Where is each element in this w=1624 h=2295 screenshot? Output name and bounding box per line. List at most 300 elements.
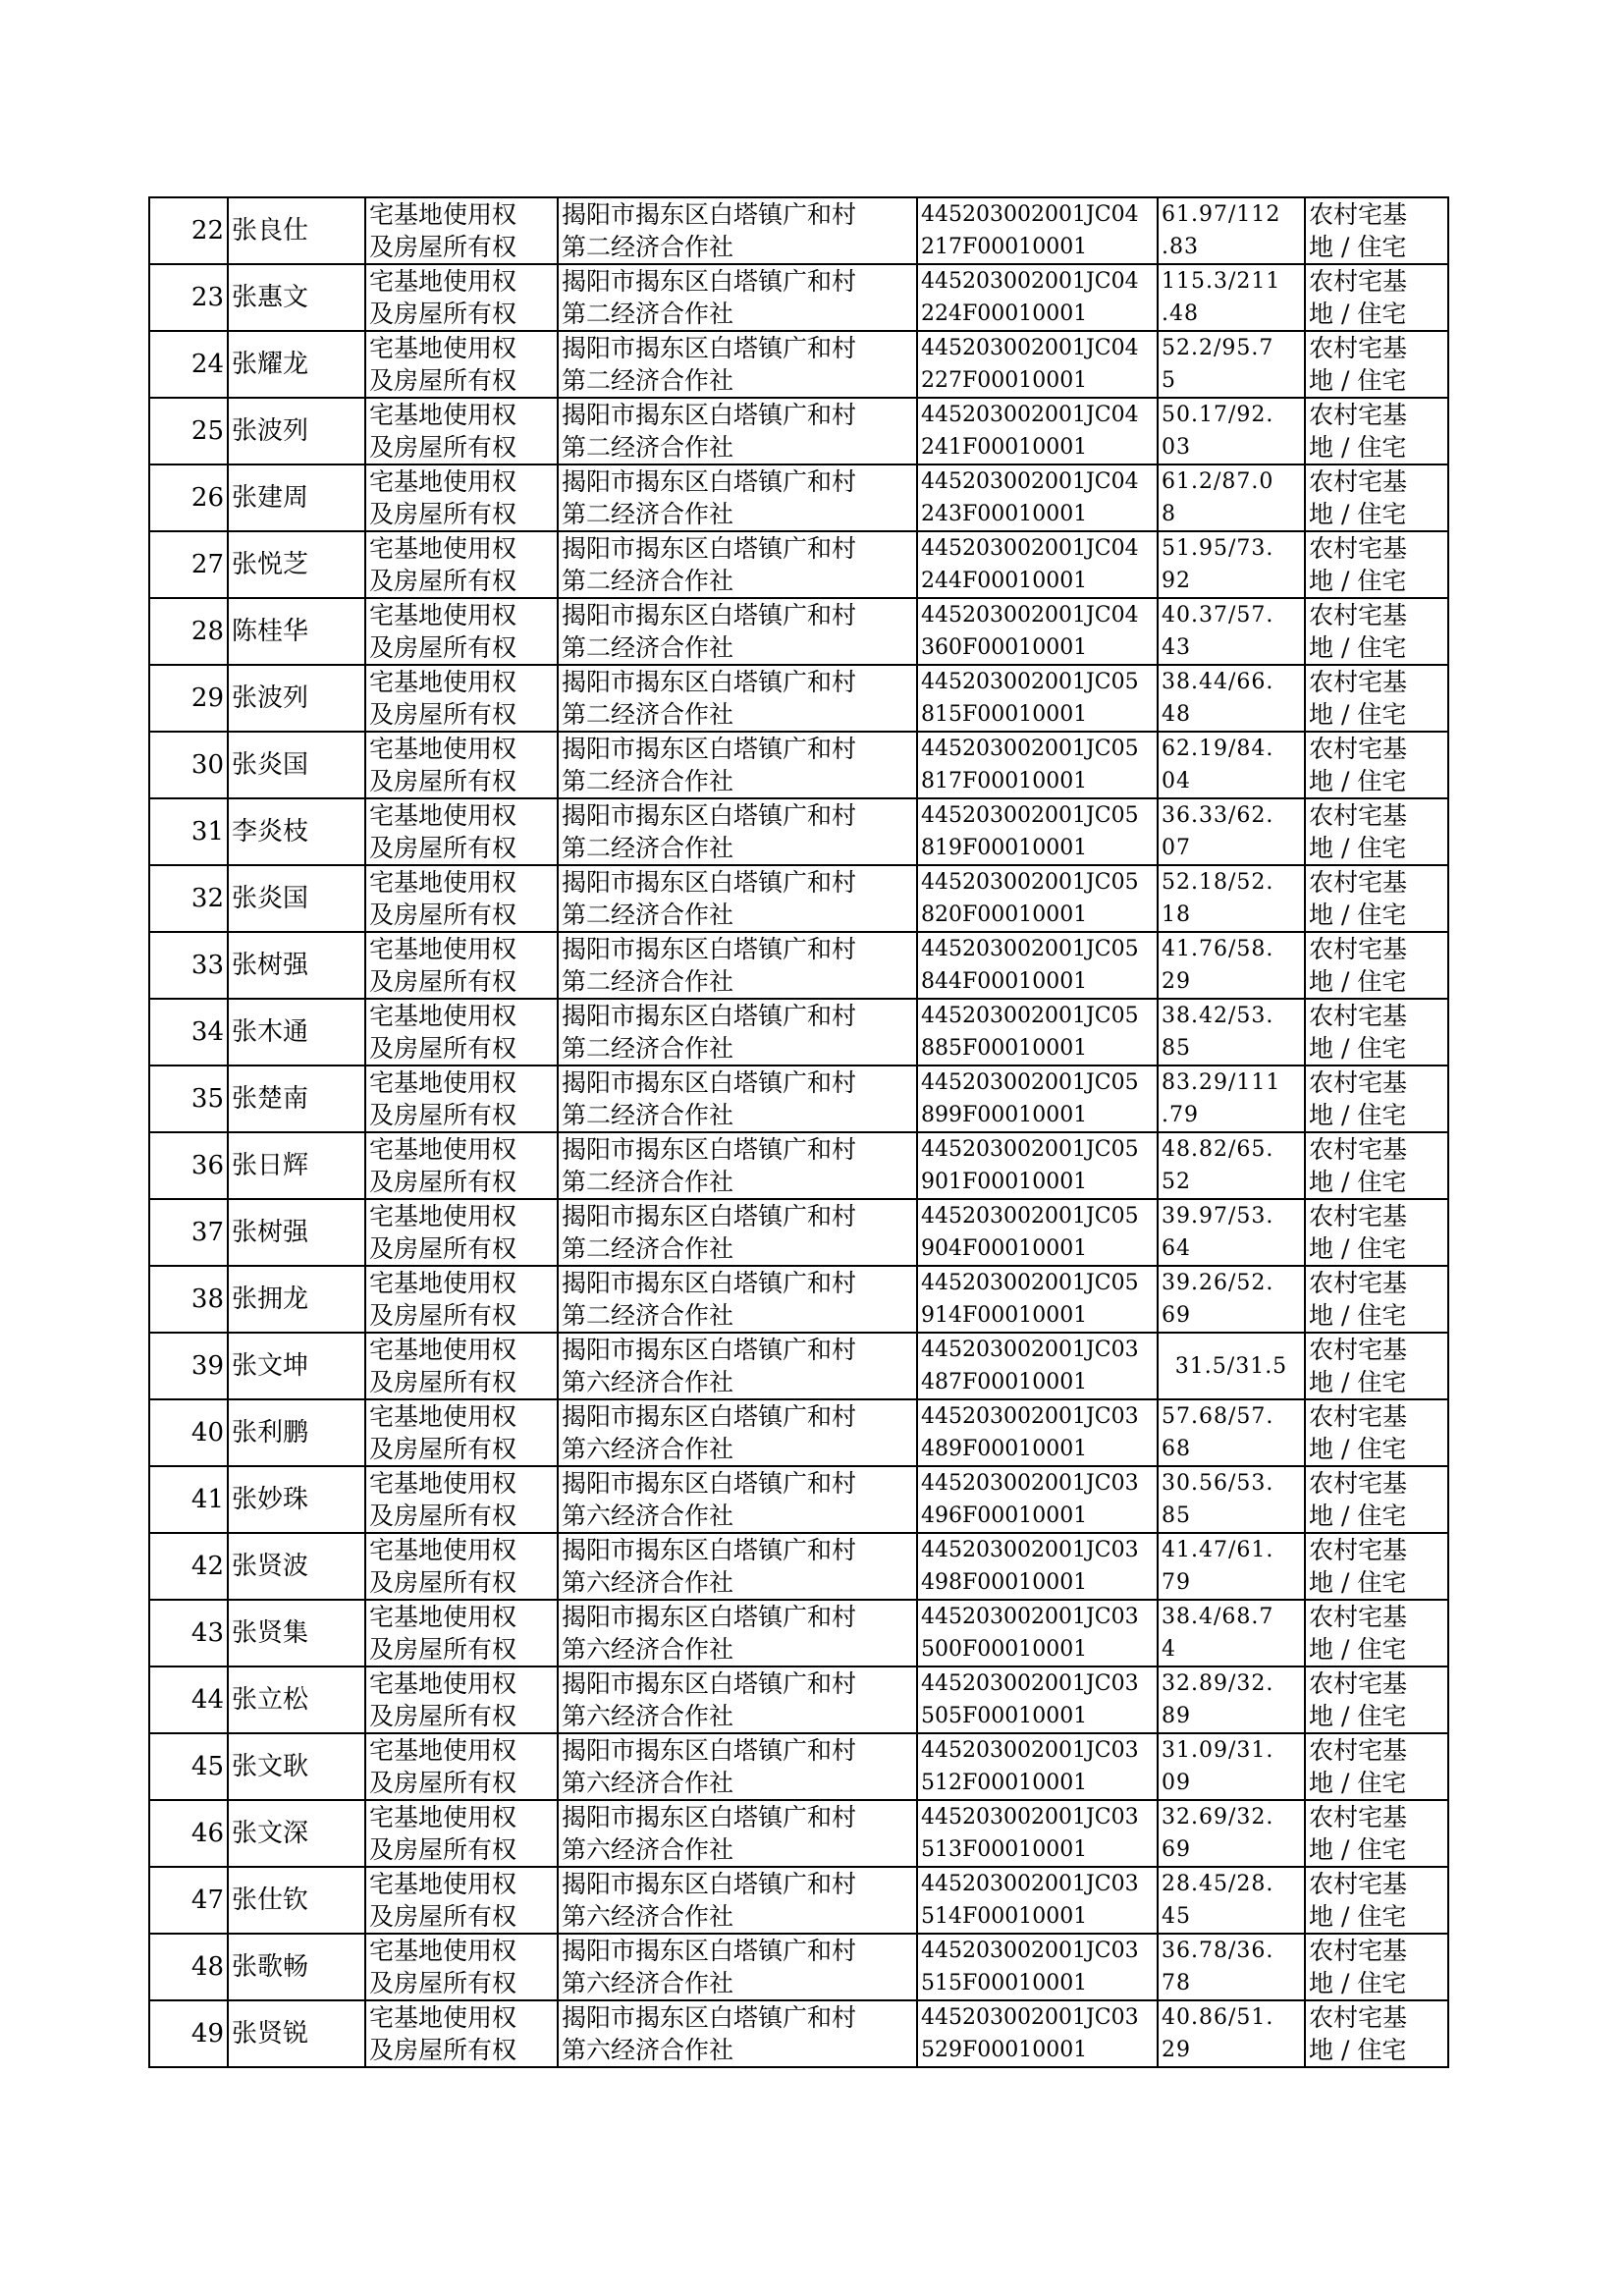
right-type-cell: [365, 999, 558, 1066]
row-number-cell: 43: [149, 1600, 228, 1667]
unit-code-cell: [917, 1199, 1158, 1266]
right-type-line: 及房屋所有权: [369, 1502, 517, 1530]
land-use-cell: [1305, 1733, 1448, 1800]
area-value-line: 36.78/36.: [1162, 1939, 1274, 1963]
land-use-line: 地 / 住宅: [1309, 700, 1407, 729]
right-type-line: 宅基地使用权: [369, 1402, 517, 1431]
unit-code-line: 496F00010001: [921, 1503, 1088, 1528]
area-value-cell: [1158, 865, 1305, 932]
land-owner-line: 第六经济合作社: [562, 1902, 734, 1931]
unit-code-cell: [917, 665, 1158, 732]
right-type-line: 宅基地使用权: [369, 1135, 517, 1164]
land-owner-cell: [558, 999, 917, 1066]
land-owner-line: 揭阳市揭东区白塔镇广和村: [562, 735, 857, 763]
land-owner-line: 第二经济合作社: [562, 500, 734, 528]
land-use-line: 地 / 住宅: [1309, 2036, 1407, 2064]
land-use-line: 地 / 住宅: [1309, 567, 1407, 595]
land-use-cell: [1305, 665, 1448, 732]
right-type-cell: [365, 1533, 558, 1600]
right-type-line: 宅基地使用权: [369, 1937, 517, 1965]
area-value-line: 78: [1162, 1971, 1191, 1995]
area-value-line: 38.44/66.: [1162, 670, 1274, 694]
unit-code-line: 820F00010001: [921, 902, 1088, 927]
land-owner-line: 揭阳市揭东区白塔镇广和村: [562, 868, 857, 897]
owner-name-cell: 张树强: [228, 1199, 365, 1266]
unit-code-cell: [917, 1399, 1158, 1466]
owner-name-cell: 张炎国: [228, 865, 365, 932]
right-type-cell: [365, 464, 558, 531]
table-row: [149, 1266, 1448, 1333]
area-value-line: 48: [1162, 702, 1191, 727]
owner-name-cell: 张贤波: [228, 1533, 365, 1600]
land-owner-line: 第六经济合作社: [562, 1702, 734, 1730]
row-number-cell: 39: [149, 1333, 228, 1399]
right-type-line: 及房屋所有权: [369, 1902, 517, 1931]
land-use-line: 农村宅基: [1309, 534, 1408, 563]
table-row: [149, 1132, 1448, 1199]
unit-code-line: 445203002001JC04: [921, 603, 1139, 628]
land-use-line: 地 / 住宅: [1309, 1435, 1407, 1463]
land-owner-line: 第二经济合作社: [562, 300, 734, 328]
land-owner-cell: [558, 1533, 917, 1600]
right-type-line: 及房屋所有权: [369, 1101, 517, 1129]
unit-code-line: 914F00010001: [921, 1303, 1088, 1328]
unit-code-cell: [917, 1867, 1158, 1934]
right-type-cell: [365, 1132, 558, 1199]
land-use-cell: [1305, 1132, 1448, 1199]
land-use-line: 农村宅基: [1309, 801, 1408, 830]
land-owner-cell: [558, 865, 917, 932]
land-use-line: 农村宅基: [1309, 1068, 1408, 1097]
area-value-line: 68: [1162, 1437, 1191, 1461]
unit-code-line: 445203002001JC05: [921, 937, 1139, 961]
right-type-cell: [365, 331, 558, 398]
table-row: [149, 1199, 1448, 1266]
unit-code-line: 224F00010001: [921, 301, 1088, 326]
unit-code-cell: [917, 1466, 1158, 1533]
unit-code-line: 445203002001JC05: [921, 1070, 1139, 1095]
right-type-line: 及房屋所有权: [369, 1702, 517, 1730]
unit-code-cell: [917, 2000, 1158, 2067]
right-type-cell: [365, 264, 558, 331]
row-number-cell: 31: [149, 798, 228, 865]
unit-code-cell: [917, 1667, 1158, 1733]
land-owner-line: 揭阳市揭东区白塔镇广和村: [562, 401, 857, 429]
land-use-line: 地 / 住宅: [1309, 1301, 1407, 1330]
land-use-cell: [1305, 932, 1448, 999]
land-use-line: 农村宅基: [1309, 1202, 1408, 1230]
right-type-cell: [365, 932, 558, 999]
unit-code-line: 817F00010001: [921, 769, 1088, 793]
area-value-line: 40.37/57.: [1162, 603, 1274, 628]
area-value-line: .79: [1162, 1103, 1199, 1127]
right-type-line: 宅基地使用权: [369, 1469, 517, 1498]
land-use-line: 地 / 住宅: [1309, 967, 1407, 996]
land-use-line: 地 / 住宅: [1309, 633, 1407, 662]
right-type-line: 及房屋所有权: [369, 767, 517, 795]
right-type-line: 及房屋所有权: [369, 433, 517, 462]
unit-code-cell: [917, 598, 1158, 665]
area-value-cell: [1158, 1132, 1305, 1199]
unit-code-line: 445203002001JC05: [921, 870, 1139, 895]
land-use-cell: [1305, 331, 1448, 398]
right-type-line: 宅基地使用权: [369, 1669, 517, 1698]
land-use-cell: [1305, 531, 1448, 598]
unit-code-cell: [917, 865, 1158, 932]
row-number-cell: 47: [149, 1867, 228, 1934]
right-type-line: 宅基地使用权: [369, 1536, 517, 1564]
area-value-cell: [1158, 331, 1305, 398]
right-type-line: 宅基地使用权: [369, 267, 517, 296]
row-number-cell: 49: [149, 2000, 228, 2067]
area-value-cell: [1158, 2000, 1305, 2067]
land-owner-line: 揭阳市揭东区白塔镇广和村: [562, 267, 857, 296]
land-owner-line: 揭阳市揭东区白塔镇广和村: [562, 1269, 857, 1297]
land-owner-line: 第二经济合作社: [562, 1301, 734, 1330]
area-value-cell: [1158, 1867, 1305, 1934]
unit-code-line: 445203002001JC04: [921, 536, 1139, 561]
right-type-cell: [365, 1800, 558, 1867]
right-type-line: 宅基地使用权: [369, 200, 517, 229]
unit-code-line: 445203002001JC05: [921, 670, 1139, 694]
area-value-line: 41.76/58.: [1162, 937, 1274, 961]
land-owner-line: 揭阳市揭东区白塔镇广和村: [562, 801, 857, 830]
land-use-line: 地 / 住宅: [1309, 1234, 1407, 1263]
owner-name-cell: 陈桂华: [228, 598, 365, 665]
land-use-line: 地 / 住宅: [1309, 1635, 1407, 1664]
right-type-line: 宅基地使用权: [369, 1736, 517, 1765]
land-use-cell: [1305, 197, 1448, 264]
area-value-cell: [1158, 1066, 1305, 1132]
owner-name-cell: 张歌畅: [228, 1934, 365, 2000]
table-row: [149, 1533, 1448, 1600]
land-use-cell: [1305, 999, 1448, 1066]
land-owner-cell: [558, 732, 917, 798]
area-value-cell: [1158, 464, 1305, 531]
right-type-line: 及房屋所有权: [369, 1034, 517, 1063]
land-owner-line: 揭阳市揭东区白塔镇广和村: [562, 1068, 857, 1097]
unit-code-line: 445203002001JC03: [921, 1471, 1139, 1496]
unit-code-cell: [917, 999, 1158, 1066]
land-owner-line: 揭阳市揭东区白塔镇广和村: [562, 1469, 857, 1498]
right-type-line: 宅基地使用权: [369, 868, 517, 897]
unit-code-line: 512F00010001: [921, 1771, 1088, 1795]
right-type-cell: [365, 865, 558, 932]
unit-code-cell: [917, 1333, 1158, 1399]
right-type-line: 及房屋所有权: [369, 700, 517, 729]
land-owner-line: 揭阳市揭东区白塔镇广和村: [562, 1336, 857, 1364]
row-number-cell: 25: [149, 398, 228, 464]
right-type-line: 宅基地使用权: [369, 601, 517, 629]
right-type-line: 及房屋所有权: [369, 300, 517, 328]
row-number-cell: 30: [149, 732, 228, 798]
right-type-line: 及房屋所有权: [369, 1435, 517, 1463]
table-row: [149, 398, 1448, 464]
land-use-cell: [1305, 1066, 1448, 1132]
land-owner-line: 第六经济合作社: [562, 2036, 734, 2064]
unit-code-line: 445203002001JC03: [921, 1671, 1139, 1696]
owner-name-cell: 张波列: [228, 665, 365, 732]
unit-code-line: 445203002001JC05: [921, 1137, 1139, 1162]
unit-code-line: 844F00010001: [921, 969, 1088, 994]
land-owner-line: 揭阳市揭东区白塔镇广和村: [562, 1937, 857, 1965]
land-owner-cell: [558, 1333, 917, 1399]
right-type-line: 及房屋所有权: [369, 567, 517, 595]
row-number-cell: 32: [149, 865, 228, 932]
area-value-cell: [1158, 932, 1305, 999]
land-owner-line: 第二经济合作社: [562, 1034, 734, 1063]
unit-code-line: 515F00010001: [921, 1971, 1088, 1995]
area-value-line: 09: [1162, 1771, 1191, 1795]
right-type-line: 及房屋所有权: [369, 633, 517, 662]
land-owner-cell: [558, 398, 917, 464]
owner-name-cell: 张日辉: [228, 1132, 365, 1199]
land-use-line: 地 / 住宅: [1309, 1368, 1407, 1396]
area-value-cell: [1158, 1266, 1305, 1333]
land-use-line: 农村宅基: [1309, 1135, 1408, 1164]
right-type-line: 及房屋所有权: [369, 834, 517, 862]
table-row: [149, 531, 1448, 598]
land-owner-line: 揭阳市揭东区白塔镇广和村: [562, 1002, 857, 1030]
unit-code-line: 489F00010001: [921, 1437, 1088, 1461]
land-owner-line: 揭阳市揭东区白塔镇广和村: [562, 334, 857, 362]
unit-code-line: 445203002001JC03: [921, 1805, 1139, 1830]
row-number-cell: 40: [149, 1399, 228, 1466]
right-type-line: 宅基地使用权: [369, 1603, 517, 1631]
owner-name-cell: 张拥龙: [228, 1266, 365, 1333]
unit-code-cell: [917, 264, 1158, 331]
right-type-cell: [365, 1733, 558, 1800]
right-type-cell: [365, 2000, 558, 2067]
unit-code-cell: [917, 1266, 1158, 1333]
area-value-cell: [1158, 1600, 1305, 1667]
unit-code-cell: [917, 1132, 1158, 1199]
land-owner-cell: [558, 798, 917, 865]
land-use-line: 农村宅基: [1309, 1937, 1408, 1965]
owner-name-cell: 张楚南: [228, 1066, 365, 1132]
land-use-cell: [1305, 464, 1448, 531]
land-use-cell: [1305, 865, 1448, 932]
land-owner-cell: [558, 932, 917, 999]
area-value-line: 79: [1162, 1570, 1191, 1595]
right-type-cell: [365, 598, 558, 665]
land-use-line: 地 / 住宅: [1309, 233, 1407, 261]
right-type-line: 及房屋所有权: [369, 1769, 517, 1797]
row-number-cell: 44: [149, 1667, 228, 1733]
land-use-line: 农村宅基: [1309, 1669, 1408, 1698]
area-value-line: 83.29/111: [1162, 1070, 1281, 1095]
land-use-line: 农村宅基: [1309, 200, 1408, 229]
land-owner-cell: [558, 1867, 917, 1934]
land-owner-line: 第二经济合作社: [562, 834, 734, 862]
right-type-line: 宅基地使用权: [369, 467, 517, 496]
area-value-line: 29: [1162, 2038, 1191, 2062]
unit-code-line: 445203002001JC03: [921, 1404, 1139, 1429]
owner-name-cell: 张仕钦: [228, 1867, 365, 1934]
unit-code-line: 241F00010001: [921, 435, 1088, 460]
area-value-line: 52: [1162, 1170, 1191, 1194]
table-row: [149, 1333, 1448, 1399]
land-owner-line: 第二经济合作社: [562, 567, 734, 595]
area-value-line: 07: [1162, 836, 1191, 860]
land-owner-line: 揭阳市揭东区白塔镇广和村: [562, 2003, 857, 2032]
land-use-line: 地 / 住宅: [1309, 500, 1407, 528]
area-value-line: 69: [1162, 1837, 1191, 1862]
area-value-line: 57.68/57.: [1162, 1404, 1274, 1429]
area-value-line: 03: [1162, 435, 1191, 460]
right-type-line: 宅基地使用权: [369, 1068, 517, 1097]
land-use-line: 农村宅基: [1309, 1603, 1408, 1631]
unit-code-line: 217F00010001: [921, 235, 1088, 259]
right-type-line: 及房屋所有权: [369, 2036, 517, 2064]
area-value-cell: [1158, 1733, 1305, 1800]
area-value-cell: [1158, 197, 1305, 264]
unit-code-line: 445203002001JC03: [921, 1338, 1139, 1362]
row-number-cell: 34: [149, 999, 228, 1066]
unit-code-cell: [917, 197, 1158, 264]
unit-code-cell: [917, 932, 1158, 999]
right-type-line: 宅基地使用权: [369, 1803, 517, 1831]
land-use-line: 地 / 住宅: [1309, 767, 1407, 795]
area-value-line: 51.95/73.: [1162, 536, 1274, 561]
land-use-line: 地 / 住宅: [1309, 1702, 1407, 1730]
unit-code-line: 445203002001JC05: [921, 1271, 1139, 1295]
row-number-cell: 35: [149, 1066, 228, 1132]
area-value-cell: [1158, 1667, 1305, 1733]
land-owner-line: 第二经济合作社: [562, 1168, 734, 1196]
table-row: [149, 932, 1448, 999]
area-value-cell: [1158, 1800, 1305, 1867]
right-type-cell: [365, 1399, 558, 1466]
unit-code-cell: [917, 1600, 1158, 1667]
table-row: [149, 1733, 1448, 1800]
area-value-line: .83: [1162, 235, 1199, 259]
unit-code-line: 498F00010001: [921, 1570, 1088, 1595]
area-value-line: 5: [1162, 368, 1176, 393]
table-row: [149, 1667, 1448, 1733]
area-value-line: 38.4/68.7: [1162, 1605, 1274, 1629]
area-value-cell: [1158, 531, 1305, 598]
land-owner-line: 揭阳市揭东区白塔镇广和村: [562, 1736, 857, 1765]
land-owner-line: 揭阳市揭东区白塔镇广和村: [562, 668, 857, 696]
land-use-line: 农村宅基: [1309, 935, 1408, 963]
row-number-cell: 45: [149, 1733, 228, 1800]
table-row: [149, 1600, 1448, 1667]
land-use-cell: [1305, 1600, 1448, 1667]
land-owner-cell: [558, 2000, 917, 2067]
right-type-line: 宅基地使用权: [369, 735, 517, 763]
unit-code-line: 243F00010001: [921, 502, 1088, 526]
unit-code-line: 445203002001JC04: [921, 469, 1139, 494]
owner-name-cell: 张悦芝: [228, 531, 365, 598]
right-type-line: 宅基地使用权: [369, 935, 517, 963]
land-use-line: 地 / 住宅: [1309, 1568, 1407, 1597]
area-value-cell: [1158, 665, 1305, 732]
table-row: [149, 1800, 1448, 1867]
registry-table: [148, 196, 1449, 2068]
right-type-line: 宅基地使用权: [369, 401, 517, 429]
land-owner-line: 第六经济合作社: [562, 1835, 734, 1864]
land-owner-line: 第六经济合作社: [562, 1502, 734, 1530]
area-value-line: 85: [1162, 1036, 1191, 1061]
right-type-cell: [365, 1600, 558, 1667]
right-type-cell: [365, 665, 558, 732]
land-owner-line: 第二经济合作社: [562, 433, 734, 462]
land-use-line: 农村宅基: [1309, 1002, 1408, 1030]
right-type-line: 宅基地使用权: [369, 801, 517, 830]
land-owner-cell: [558, 1733, 917, 1800]
area-value-line: 62.19/84.: [1162, 737, 1274, 761]
unit-code-line: 815F00010001: [921, 702, 1088, 727]
area-value-cell: [1158, 732, 1305, 798]
owner-name-cell: 张波列: [228, 398, 365, 464]
owner-name-cell: 张惠文: [228, 264, 365, 331]
land-use-line: 农村宅基: [1309, 601, 1408, 629]
land-use-line: 地 / 住宅: [1309, 366, 1407, 395]
land-owner-cell: [558, 197, 917, 264]
unit-code-line: 445203002001JC05: [921, 1004, 1139, 1028]
unit-code-line: 445203002001JC03: [921, 1605, 1139, 1629]
unit-code-line: 445203002001JC03: [921, 1872, 1139, 1896]
table-row: [149, 732, 1448, 798]
land-owner-line: 第六经济合作社: [562, 1368, 734, 1396]
area-value-line: 28.45/28.: [1162, 1872, 1274, 1896]
area-value-line: 61.97/112: [1162, 202, 1281, 227]
land-owner-line: 揭阳市揭东区白塔镇广和村: [562, 601, 857, 629]
land-use-cell: [1305, 1266, 1448, 1333]
right-type-line: 宅基地使用权: [369, 1269, 517, 1297]
owner-name-cell: 张建周: [228, 464, 365, 531]
land-use-cell: [1305, 264, 1448, 331]
unit-code-line: 885F00010001: [921, 1036, 1088, 1061]
land-use-cell: [1305, 398, 1448, 464]
land-owner-cell: [558, 665, 917, 732]
area-value-line: 04: [1162, 769, 1191, 793]
land-use-cell: [1305, 798, 1448, 865]
right-type-line: 及房屋所有权: [369, 1234, 517, 1263]
table-row: [149, 999, 1448, 1066]
land-owner-line: 揭阳市揭东区白塔镇广和村: [562, 1803, 857, 1831]
land-use-line: 农村宅基: [1309, 2003, 1408, 2032]
row-number-cell: 28: [149, 598, 228, 665]
land-use-line: 农村宅基: [1309, 1469, 1408, 1498]
land-use-line: 农村宅基: [1309, 868, 1408, 897]
area-value-line: 50.17/92.: [1162, 403, 1274, 427]
land-use-line: 地 / 住宅: [1309, 433, 1407, 462]
land-use-line: 农村宅基: [1309, 467, 1408, 496]
owner-name-cell: 张利鹏: [228, 1399, 365, 1466]
unit-code-cell: [917, 331, 1158, 398]
area-value-line: 115.3/211: [1162, 269, 1281, 294]
area-value-cell: [1158, 1934, 1305, 2000]
row-number-cell: 36: [149, 1132, 228, 1199]
land-owner-line: 第二经济合作社: [562, 1101, 734, 1129]
land-use-line: 地 / 住宅: [1309, 1835, 1407, 1864]
land-use-cell: [1305, 2000, 1448, 2067]
table-row: [149, 598, 1448, 665]
table-row: [149, 798, 1448, 865]
right-type-line: 宅基地使用权: [369, 2003, 517, 2032]
land-owner-cell: [558, 1600, 917, 1667]
right-type-line: 及房屋所有权: [369, 1168, 517, 1196]
land-use-cell: [1305, 1800, 1448, 1867]
unit-code-line: 445203002001JC03: [921, 1538, 1139, 1562]
unit-code-line: 819F00010001: [921, 836, 1088, 860]
unit-code-cell: [917, 464, 1158, 531]
right-type-cell: [365, 197, 558, 264]
owner-name-cell: 张文耿: [228, 1733, 365, 1800]
right-type-line: 及房屋所有权: [369, 1835, 517, 1864]
